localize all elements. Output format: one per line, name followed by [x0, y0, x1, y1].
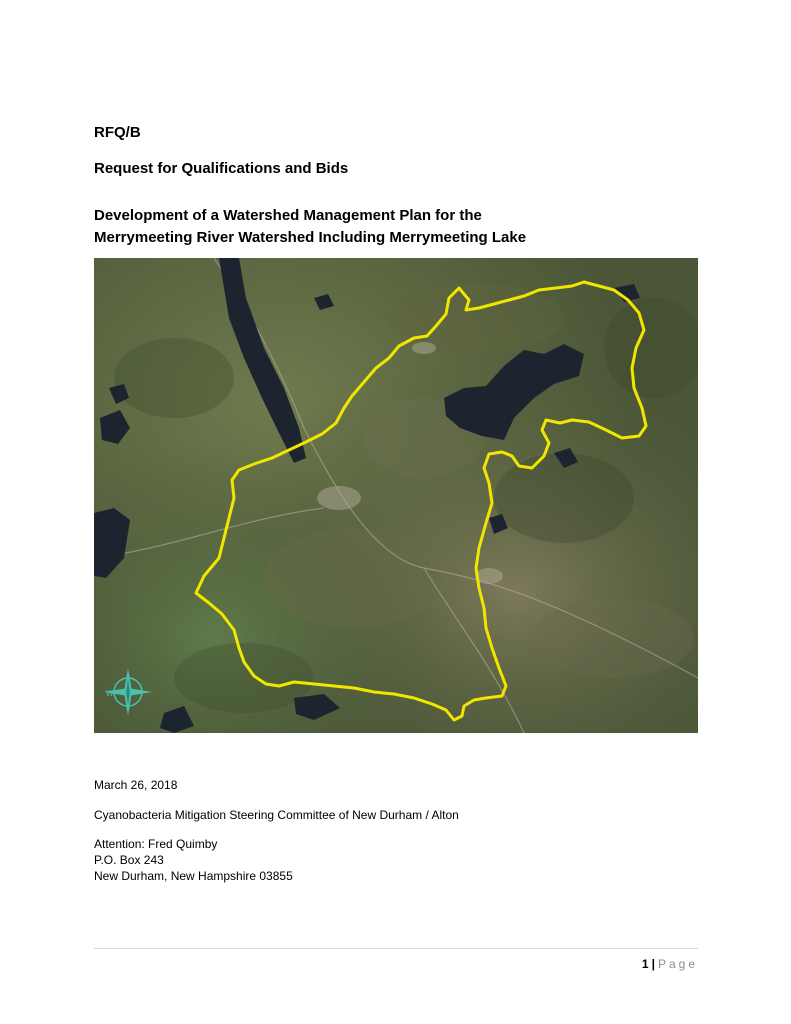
document-subtitle: Request for Qualifications and Bids	[94, 160, 349, 177]
aerial-map-graphic	[94, 258, 698, 733]
committee-name: Cyanobacteria Mitigation Steering Committee of New Durham / Alton	[94, 808, 459, 822]
footer-separator: |	[651, 957, 655, 971]
title-line-1: Development of a Watershed Management Plan for the	[94, 207, 482, 224]
document-id: RFQ/B	[94, 124, 141, 141]
compass-rose-icon	[102, 666, 154, 718]
title-line-2: Merrymeeting River Watershed Including Merrymeeting Lake	[94, 229, 527, 246]
watershed-aerial-map	[94, 258, 698, 733]
page-label: Page	[657, 957, 698, 971]
compass-west-letter: W	[106, 689, 114, 698]
page-footer	[642, 957, 698, 971]
city-state-zip-line: New Durham, New Hampshire 03855	[94, 869, 293, 883]
document-title	[94, 205, 526, 249]
po-box-line: P.O. Box 243	[94, 853, 164, 867]
footer-divider	[94, 948, 698, 949]
document-date: March 26, 2018	[94, 778, 178, 792]
attention-line: Attention: Fred Quimby	[94, 837, 218, 851]
contact-address	[94, 836, 293, 884]
page-number: 1	[641, 957, 649, 971]
